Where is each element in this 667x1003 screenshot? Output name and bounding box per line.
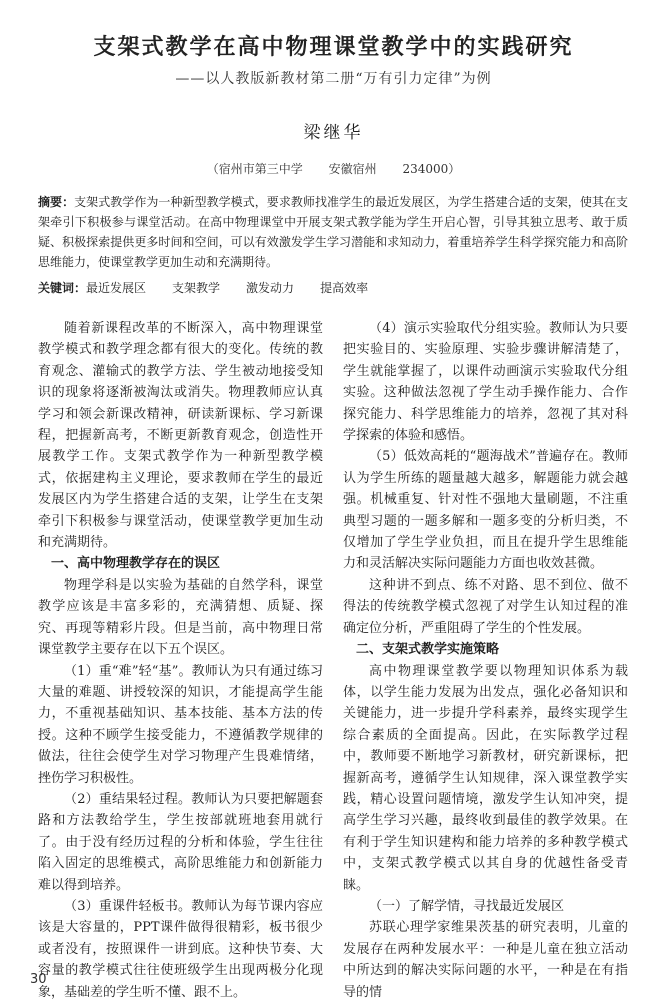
paragraph: 这种讲不到点、练不对路、思不到位、做不得法的传统教学模式忽视了对学生认知过程的准确定位分析，严重阻碍了学生的个性发展。 (343, 577, 628, 636)
keyword: 最近发展区 (86, 281, 147, 295)
paragraph: （2）重结果轻过程。教师认为只要把解题套路和方法教给学生，学生按部就班地套用就行了。由于没有经历过程的分析和体验，学生往往陷入固定的思维模式，高阶思维能力和创新能力难以得到培养。 (38, 791, 323, 893)
paragraph: 物理学科是以实验为基础的自然学科，课堂教学应该是丰富多彩的，充满猜想、质疑、探究、再现等精彩片段。但是当前，高中物理日常课堂教学主要存在以下五个误区。 (38, 577, 323, 658)
keywords (38, 278, 628, 298)
page-number: 30 (30, 972, 47, 987)
paragraph: 高中物理课堂教学要以物理知识体系为载体，以学生能力发展为出发点，强化必备知识和关键能力，进一步提升学科素养，最终实现学生综合素质的全面提高。因此，在实际教学过程中，教师要不断地学习新教材，研究新课标，把握新高考，遵循学生认知规律，深入课堂教学实践，精心设置问题情境，激发学生认知冲突，提高学生学习兴趣，最终收到最佳的教学效果。在有利于学生知识建构和能力培养的多种教学模式中，支架式教学模式以其自身的优越性备受青睐。 (343, 663, 628, 893)
abstract-label: 摘要： (38, 195, 75, 209)
author-affiliation (0, 160, 667, 177)
paragraph: （3）重课件轻板书。教师认为每节课内容应该是大容量的，PPT课件做得很精彩，板书很少或者没有，按照课件一讲到底。这种快节奏、大容量的教学模式往往使班级学生出现两极分化现象，基础差的学生听不懂、跟不上。 (38, 898, 323, 1000)
article-title: 支架式教学在高中物理课堂教学中的实践研究 (93, 35, 574, 60)
paragraph-intro: 随着新课程改革的不断深入，高中物理课堂教学模式和教学理念都有很大的变化。传统的教育观念、灌输式的教学方法、学生被动地接受知识的现象将逐渐被淘汰或消失。物理教师应认真学习和领会新课改精神，研读新课标、学习新课程，把握新高考，不断更新教育观念，创造性开展教学工作。支架式教学作为一种新型教学模式，依据建构主义理论，要求教师在学生的最近发展区内为学生搭建合适的支架，让学生在支架牵引下积极参与课堂活动，使课堂教学更加生动和充满期待。 (38, 321, 323, 551)
left-column (38, 318, 323, 1003)
article-subtitle: ——以人教版新教材第二册“万有引力定律”为例 (175, 71, 492, 87)
affiliation-city: 安徽宿州 (328, 162, 377, 176)
affiliation-postcode: 234000） (402, 162, 461, 176)
paragraph: （1）重“难”轻“基”。教师认为只有通过练习大量的难题、讲授较深的知识，才能提高学生能力，不重视基础知识、基本技能、基本方法的传授。这种不顾学生接受能力，不遵循教学规律的做法，往往会使学生对学习物理产生畏难情绪，挫伤学习积极性。 (38, 663, 323, 786)
keyword: 支架教学 (172, 281, 221, 295)
keyword: 提高效率 (320, 281, 369, 295)
paragraph: 苏联心理学家维果茨基的研究表明，儿童的发展存在两种发展水平：一种是儿童在独立活动中所达到的解决实际问题的水平，一种是在有指导的情 (343, 920, 628, 1000)
keyword: 激发动力 (246, 281, 295, 295)
abstract (38, 192, 628, 272)
affiliation-school: （宿州市第三中学 (206, 162, 303, 176)
abstract-text: 支架式教学作为一种新型教学模式，要求教师找准学生的最近发展区，为学生搭建合适的支架，使其在支架牵引下积极参与课堂活动。在高中物理课堂中开展支架式教学能为学生开启心智，引导其独立思考、敢于质疑、积极探索提供更多时间和空间，可以有效激发学生学习潜能和求知动力，着重培养学生科学探究能力和高阶思维能力，使课堂教学更加生动和充满期待。 (38, 195, 628, 269)
keywords-label: 关键词： (38, 281, 87, 295)
author-name: 梁继华 (303, 123, 364, 143)
right-column (343, 318, 628, 1003)
paragraph: （5）低效高耗的“题海战术”普遍存在。教师认为学生所练的题量越大越多，解题能力就会越强。机械重复、针对性不强地大量刷题，不注重典型习题的一题多解和一题多变的分析归类，不仅增加了学生学业负担，而且在提升学生思维能力和灵活解决实际问题能力方面也收效甚微。 (343, 449, 628, 572)
paragraph: （4）演示实验取代分组实验。教师认为只要把实验目的、实验原理、实验步骤讲解清楚了，学生就能掌握了，以课件动画演示实验取代分组实验。这种做法忽视了学生动手操作能力、合作探究能力、科学思维能力的培养，忽视了其对科学探索的体验和感悟。 (343, 321, 628, 444)
section-heading-1: 一、高中物理教学存在的误区 (51, 556, 221, 572)
section-heading-2: 二、支架式教学实施策略 (356, 642, 500, 658)
subsection-heading: （一）了解学情，寻找最近发展区 (369, 898, 565, 914)
